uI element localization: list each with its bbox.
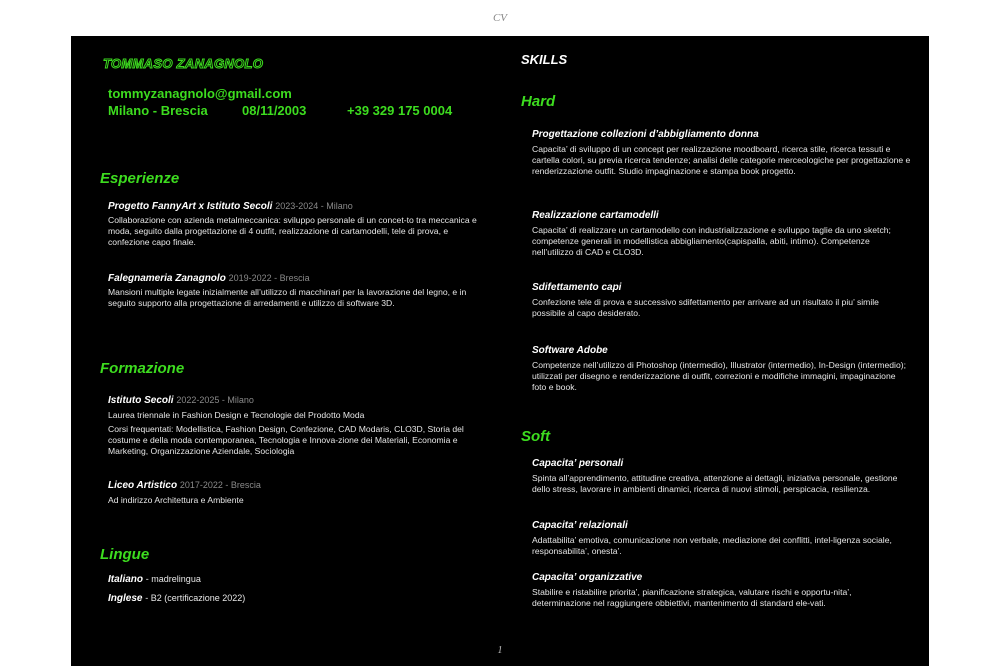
contact-email[interactable]: tommyzanagnolo@gmail.com	[108, 86, 292, 101]
experience-item-title	[108, 273, 310, 284]
hard-skill-description: Capacita’ di realizzare un cartamodello con industrializzazione e sviluppo taglie da uno sketch; competenze generali in modellistica abbigliamento(capispalla, abiti, intimo). Competenze nell’utilizzo di CAD e CLO3D.	[532, 225, 891, 258]
education-meta: 2017-2022 - Brescia	[179, 480, 261, 490]
experience-description: Collaborazione con azienda metalmeccanica: sviluppo personale di un concet-to tra meccanica e moda, seguito dalla progettazione di 4 outfit, realizzazione di cartamodelli, tele di prova, e confezione capo finale.	[108, 215, 477, 248]
contact-phone: +39 329 175 0004	[347, 103, 453, 118]
contact-birthdate: 08/11/2003	[242, 103, 307, 118]
contact-location: Milano - Brescia	[108, 103, 208, 118]
experience-meta: 2023-2024 - Milano	[275, 201, 353, 211]
languages-heading: Lingue	[100, 546, 150, 563]
experience-title: Falegnameria Zanagnolo	[108, 273, 226, 284]
soft-skill-title: Capacita’ personali	[532, 458, 624, 469]
language-level: - madrelingua	[145, 574, 201, 584]
soft-skill-title: Capacita’ organizzative	[532, 572, 643, 583]
education-item-title	[108, 480, 261, 491]
hard-skill-title: Realizzazione cartamodelli	[532, 210, 659, 221]
hard-skills-heading: Hard	[521, 93, 556, 110]
education-title: Liceo Artistico	[108, 480, 178, 491]
hard-skill-title: Software Adobe	[532, 345, 608, 356]
language-level: - B2 (certificazione 2022)	[145, 593, 246, 603]
experience-meta: 2019-2022 - Brescia	[228, 273, 310, 283]
education-heading: Formazione	[100, 360, 185, 377]
education-courses: Corsi frequentati: Modellistica, Fashion Design, Confezione, CAD Modaris, CLO3D, Storia del costume e della moda contemporanea, Tecnologia e Innova-zione dei Materiali, Economia e Marketing, Organizzazione Aziendale, Sociologia	[108, 424, 464, 457]
language-item	[108, 593, 245, 604]
education-meta: 2022-2025 - Milano	[176, 395, 254, 405]
soft-skill-description: Adattabilita’ emotiva, comunicazione non verbale, mediazione dei conflitti, intel-ligenza sociale, responsabilita’, onesta’.	[532, 535, 892, 557]
hard-skill-description: Capacita’ di sviluppo di un concept per realizzazione moodboard, ricerca stile, ricerca tessuti e cartella colori, su previa ricerca tendenze; analisi delle categorie merceologiche per progettazione e renderizzazione outfit. Studio impaginazione e stampa book progetto.	[532, 144, 911, 177]
soft-skills-heading: Soft	[521, 428, 551, 445]
soft-skill-description: Spinta all’apprendimento, attitudine creativa, attenzione ai dettagli, iniziativa personale, gestione dello stress, lavorare in ambienti dinamici, ricerca di nuovi stimoli, perspicacia, resilienza.	[532, 473, 898, 495]
language-name: Italiano	[108, 574, 144, 585]
candidate-name: TOMMASO ZANAGNOLO	[103, 56, 264, 71]
education-degree: Laurea triennale in Fashion Design e Tecnologie del Prodotto Moda	[108, 410, 365, 420]
experience-title: Progetto FannyArt x Istituto Secoli	[108, 201, 273, 212]
soft-skill-description: Stabilire e ristabilire priorita’, pianificazione strategica, valutare rischi e opportu-nita’, determinazione nel raggiungere obbiettivi, mantenimento di standard ele-vati.	[532, 587, 852, 609]
language-name: Inglese	[108, 593, 143, 604]
education-title: Istituto Secoli	[108, 395, 174, 406]
language-item	[108, 574, 201, 585]
page-number: 1	[497, 645, 503, 656]
hard-skill-title: Progettazione collezioni d’abbigliamento donna	[532, 129, 759, 140]
cv-page	[71, 36, 929, 666]
education-degree: Ad indirizzo Architettura e Ambiente	[108, 495, 244, 505]
hard-skill-description: Confezione tele di prova e successivo sdifettamento per arrivare ad un risultato il piu’ simile possibile al capo desiderato.	[532, 297, 879, 319]
experience-description: Mansioni multiple legate inizialmente all’utilizzo di macchinari per la lavorazione del legno, e in seguito supporto alla progettazione di arredamenti e utilizzo di software 3D.	[108, 287, 467, 309]
education-item-title	[108, 395, 254, 406]
skills-heading: SKILLS	[521, 52, 568, 67]
soft-skill-title: Capacita’ relazionali	[532, 520, 628, 531]
hard-skill-description: Competenze nell’utilizzo di Photoshop (intermedio), Illustrator (intermedio), In-Design (intermedio); utilizzati per disegno e renderizzazione di outfit, correzioni e modifiche immagini, impaginazione foto e book.	[532, 360, 906, 393]
experience-heading: Esperienze	[100, 170, 180, 187]
document-title: CV	[492, 12, 508, 24]
hard-skill-title: Sdifettamento capi	[532, 282, 622, 293]
experience-item-title	[108, 201, 353, 212]
